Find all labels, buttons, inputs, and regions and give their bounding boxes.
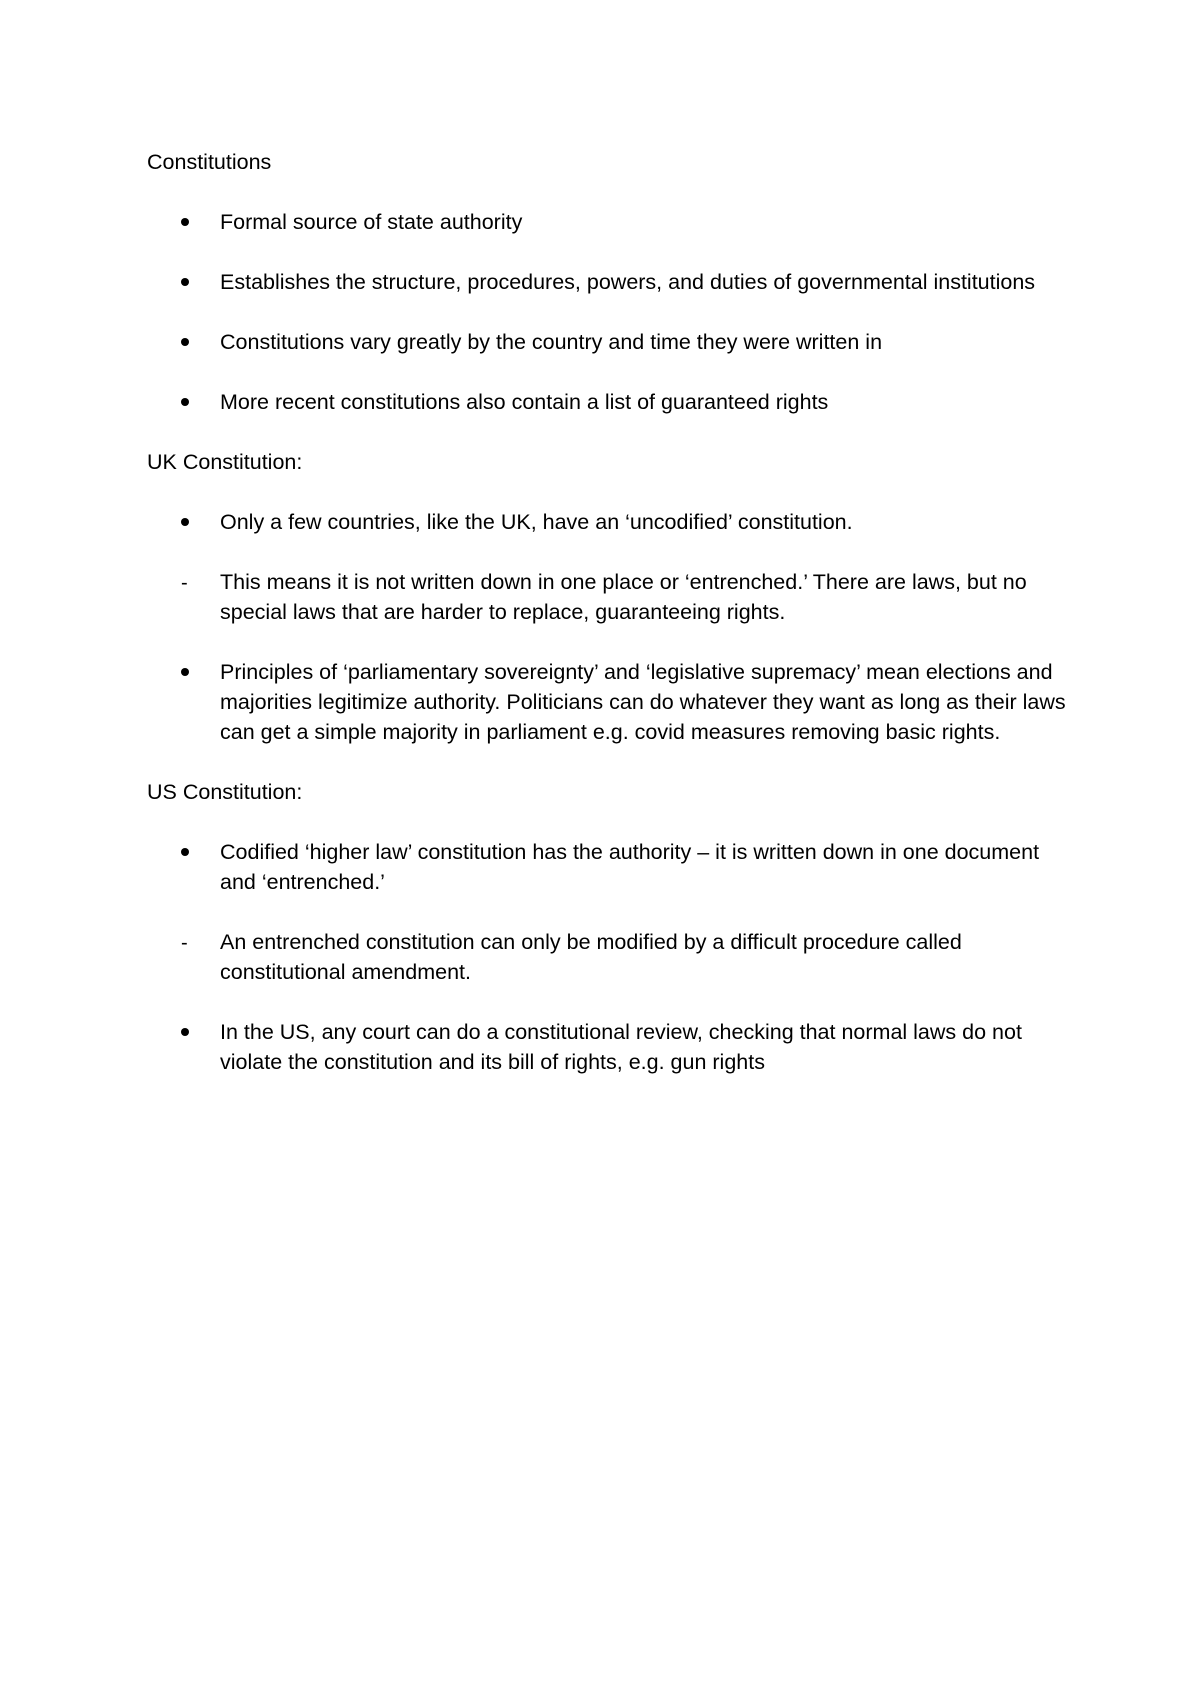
- list-item-text: Constitutions vary greatly by the country and time they were written in: [220, 330, 883, 354]
- dash-list-item: [147, 567, 1067, 627]
- bullet-dot-icon: [181, 278, 189, 286]
- list-item-text: An entrenched constitution can only be modified by a difficult procedure called constitutional amendment.: [220, 930, 962, 984]
- paragraph-spacer: [147, 807, 1067, 837]
- bullet-marker: [181, 1017, 201, 1047]
- dash-marker: [181, 927, 201, 958]
- list-item-text: More recent constitutions also contain a list of guaranteed rights: [220, 390, 829, 414]
- bullet-marker: [181, 387, 201, 417]
- paragraph-spacer: [147, 357, 1067, 387]
- paragraph-spacer: [147, 477, 1067, 507]
- paragraph-spacer: [147, 747, 1067, 777]
- list-item-text: Principles of ‘parliamentary sovereignty’ and ‘legislative supremacy’ mean elections and majorities legitimize authority. Politicians can do whatever they want as long as their laws can get a simple majority in parliament e.g. covid measures removing basic rights.: [220, 660, 1066, 744]
- dash-list-item: [147, 927, 1067, 987]
- section-heading: US Constitution:: [147, 780, 303, 804]
- bullet-list: [147, 207, 1067, 447]
- paragraph-spacer: [147, 1077, 1067, 1107]
- bullet-marker: [181, 657, 201, 687]
- list-item-text: Codified ‘higher law’ constitution has the authority – it is written down in one document and ‘entrenched.’: [220, 840, 1040, 894]
- bullet-marker: [181, 837, 201, 867]
- paragraph-spacer: [147, 237, 1067, 267]
- bullet-list: [147, 507, 1067, 777]
- bullet-marker: [181, 207, 201, 237]
- bullet-list-item: [147, 207, 1067, 237]
- dash-marker: [181, 567, 201, 598]
- bullet-dot-icon: [181, 338, 189, 346]
- list-item-text: Only a few countries, like the UK, have an ‘uncodified’ constitution.: [220, 510, 853, 534]
- bullet-dot-icon: [181, 1028, 189, 1036]
- list-item-text: This means it is not written down in one place or ‘entrenched.’ There are laws, but no special laws that are harder to replace, guaranteeing rights.: [220, 570, 1027, 624]
- bullet-dot-icon: [181, 218, 189, 226]
- bullet-marker: [181, 267, 201, 297]
- document-body: [147, 147, 1067, 1107]
- paragraph-spacer: [147, 897, 1067, 927]
- list-item-text: Formal source of state authority: [220, 210, 523, 234]
- list-item-text: Establishes the structure, procedures, powers, and duties of governmental institutions: [220, 270, 1036, 294]
- bullet-list-item: [147, 657, 1067, 747]
- dash-glyph: -: [181, 572, 188, 594]
- bullet-list-item: [147, 387, 1067, 417]
- bullet-list-item: [147, 327, 1067, 357]
- bullet-marker: [181, 327, 201, 357]
- section-heading: Constitutions: [147, 150, 272, 174]
- paragraph-spacer: [147, 627, 1067, 657]
- list-item-text: In the US, any court can do a constitutional review, checking that normal laws do not violate the constitution and its bill of rights, e.g. gun rights: [220, 1020, 1022, 1074]
- bullet-dot-icon: [181, 668, 189, 676]
- bullet-list-item: [147, 1017, 1067, 1077]
- paragraph-spacer: [147, 297, 1067, 327]
- bullet-dot-icon: [181, 518, 189, 526]
- paragraph-spacer: [147, 537, 1067, 567]
- paragraph-spacer: [147, 417, 1067, 447]
- bullet-list: [147, 837, 1067, 1107]
- section-heading: UK Constitution:: [147, 450, 303, 474]
- bullet-dot-icon: [181, 398, 189, 406]
- bullet-list-item: [147, 507, 1067, 537]
- bullet-dot-icon: [181, 848, 189, 856]
- bullet-list-item: [147, 837, 1067, 897]
- paragraph-spacer: [147, 177, 1067, 207]
- dash-glyph: -: [181, 932, 188, 954]
- bullet-marker: [181, 507, 201, 537]
- paragraph-spacer: [147, 987, 1067, 1017]
- bullet-list-item: [147, 267, 1067, 297]
